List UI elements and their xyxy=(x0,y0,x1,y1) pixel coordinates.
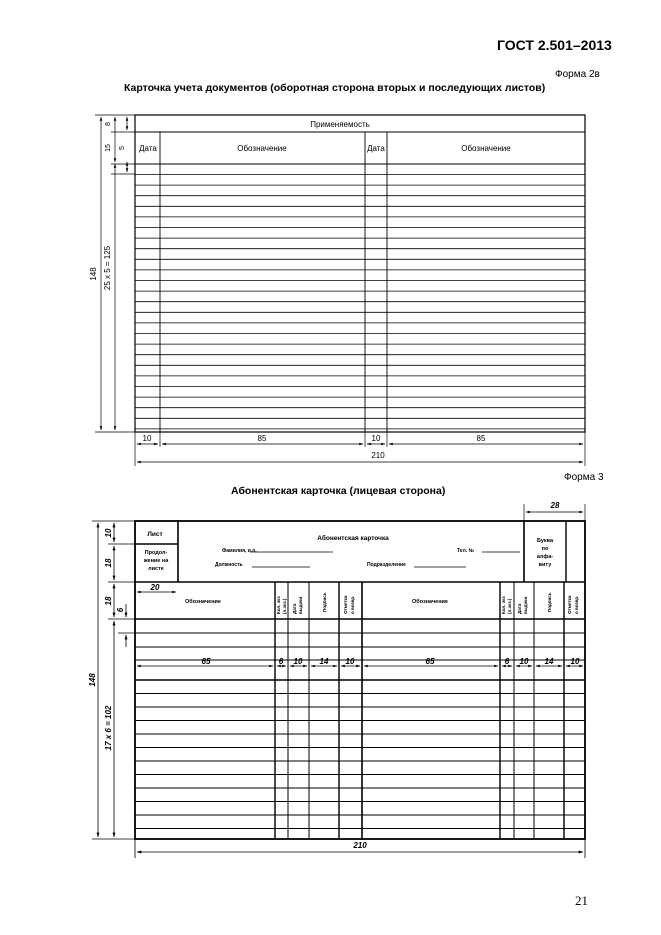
form-3-return-2b: о возвр. xyxy=(574,595,579,614)
form-3-signature-1: Подпись xyxy=(322,592,327,612)
form-3-col-10-1: 10 xyxy=(293,657,303,666)
form-3-issue-1b: выдачи xyxy=(298,596,303,614)
form-3-inner-dimensions xyxy=(137,504,585,666)
form-2v-dim-col4: 85 xyxy=(476,434,486,443)
form-2v-title: Карточка учета документов (оборотная сторона вторых и последующих листов) xyxy=(124,82,546,94)
form-2v-dim-width: 210 xyxy=(371,451,385,460)
form-3-issue-2b: выдачи xyxy=(523,596,528,614)
form-3-continuation-3: листе xyxy=(148,566,164,572)
form-2v-dim-col2: 85 xyxy=(257,434,267,443)
form-3-qty-2a: Кол. экз xyxy=(501,596,506,614)
form-3-dim-18a: 18 xyxy=(104,558,113,568)
form-2v-dim-col3: 10 xyxy=(371,434,381,443)
standard-code: ГОСТ 2.501–2013 xyxy=(497,37,612,53)
form-3-surname: Фамилия, и.о. xyxy=(222,548,257,554)
form-2v-applicability: Применяемость xyxy=(310,120,370,129)
form-3-col-10-2: 10 xyxy=(345,657,355,666)
form-3-return-1b: о возвр. xyxy=(350,595,355,614)
form-3-dim-10: 10 xyxy=(104,528,113,538)
form-3-qty-1b: (л.экз.) xyxy=(282,598,287,614)
form-2v-designation-1: Обозначение xyxy=(237,144,287,153)
form-3-continuation-2: жение на xyxy=(143,558,169,564)
form-2v-designation-2: Обозначение xyxy=(461,144,511,153)
form-3-label: Форма 3 xyxy=(564,472,604,483)
form-3-return-2a: Отметка xyxy=(567,595,572,614)
form-3-dim-6: 6 xyxy=(116,607,125,613)
form-3-issue-1a: Дата xyxy=(292,603,297,614)
form-3-col-14-1: 14 xyxy=(319,657,329,666)
form-3-table xyxy=(135,521,585,839)
form-3-position: Должность xyxy=(215,562,243,568)
form-3-issue-2a: Дата xyxy=(517,603,522,614)
form-3-letter-2: по xyxy=(541,546,549,552)
form-3-continuation-1: Продол- xyxy=(144,550,168,556)
form-2v-dim-15: 15 xyxy=(105,144,112,152)
form-3-qty-2b: (л.экз.) xyxy=(507,598,512,614)
form-3-letter-4: виту xyxy=(538,562,552,568)
form-3-col-10-4: 10 xyxy=(570,657,580,666)
form-3-dim-width: 210 xyxy=(353,841,367,850)
form-3-col-10-3: 10 xyxy=(519,657,529,666)
form-3-title: Абонентская карточка (лицевая сторона) xyxy=(231,485,446,497)
form-3-dim-18b: 18 xyxy=(104,596,113,606)
form-2v-dim-148: 148 xyxy=(89,267,98,281)
form-2v-dim-5: 5 xyxy=(119,146,126,150)
form-2v-dim-8: 8 xyxy=(105,122,112,126)
form-3-dim-20: 20 xyxy=(150,583,160,592)
form-3-designation-1: Обозначение xyxy=(185,599,221,605)
form-2v-dimensions xyxy=(95,115,585,466)
form-2v-date-2: Дата xyxy=(367,144,385,153)
form-3-col-65-1: 65 xyxy=(201,657,211,666)
form-2v-label: Форма 2в xyxy=(555,69,600,80)
form-2v-table xyxy=(135,115,585,432)
form-3-letter-3: алфа- xyxy=(536,554,554,560)
form-3-col-6-2: 6 xyxy=(504,657,510,666)
form-2v-dim-rows: 25 х 5 = 125 xyxy=(103,245,112,291)
form-3-return-1a: Отметка xyxy=(343,595,348,614)
form-3-card-title: Абонентская карточка xyxy=(317,535,389,542)
form-3-col-14-2: 14 xyxy=(544,657,554,666)
form-3-phone: Тел. № xyxy=(457,548,475,554)
form-3-signature-2: Подпись xyxy=(547,592,552,612)
form-2v-date-1: Дата xyxy=(139,144,157,153)
form-3-department: Подразделение xyxy=(367,562,406,568)
page-number: 21 xyxy=(575,893,588,908)
form-3-letter-1: Буква xyxy=(536,538,554,544)
form-3-dim-rows: 17 х 6 = 102 xyxy=(104,705,113,751)
form-3-col-65-2: 65 xyxy=(425,657,435,666)
form-3-designation-2: Обозначение xyxy=(412,599,448,605)
form-3-dim-148: 148 xyxy=(88,673,97,687)
form-3-dim-28: 28 xyxy=(550,501,560,510)
form-3-sheet: Лист xyxy=(147,531,163,538)
form-2v-dim-col1: 10 xyxy=(142,434,152,443)
form-3-col-6-1: 6 xyxy=(278,657,284,666)
form-3-qty-1a: Кол. экз xyxy=(276,596,281,614)
